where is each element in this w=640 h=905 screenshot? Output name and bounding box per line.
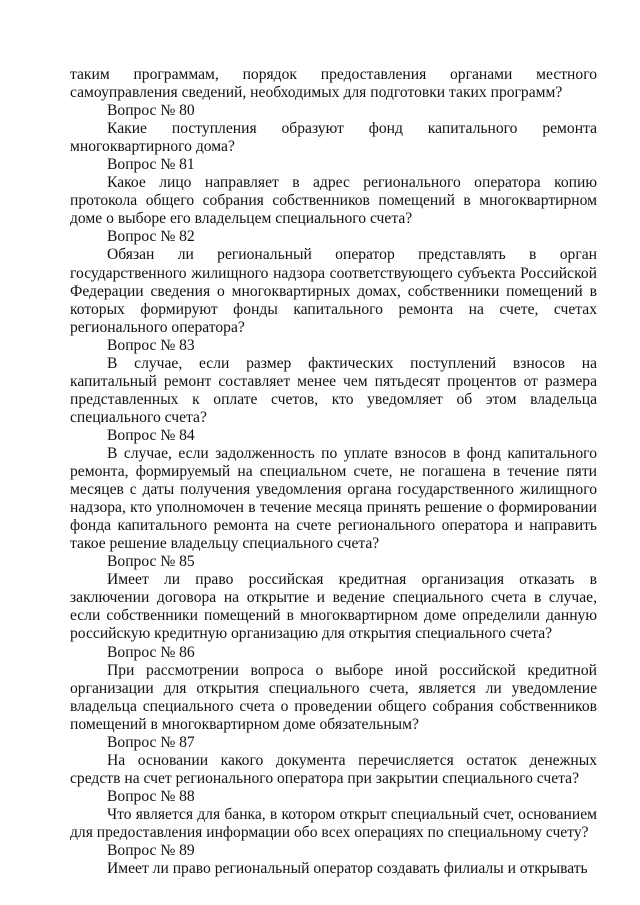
question-text-82: Обязан ли региональный оператор представлять в орган государственного жилищного надзора соответствующего субъекта Российской Федерации сведения о многоквартирных домах, собственники помещений в которых формируют фонды капитального ремонта на счете, счетах регионального оператора? <box>70 246 597 336</box>
question-number-84: Вопрос № 84 <box>107 426 195 444</box>
question-number-88: Вопрос № 88 <box>107 787 195 805</box>
question-text-81: Какое лицо направляет в адрес регионального оператора копию протокола общего собрания собственников помещений в многоквартирном доме о выборе его владельцем специального счета? <box>70 174 597 228</box>
question-text-89: Имеет ли право региональный оператор создавать филиалы и открывать <box>107 860 588 878</box>
question-number-85: Вопрос № 85 <box>107 553 195 571</box>
question-number-82: Вопрос № 82 <box>107 228 195 246</box>
question-text-83: В случае, если размер фактических поступлений взносов на капитальный ремонт составляет менее чем пятьдесят процентов от размера представленных к оплате счетов, кто уведомляет об этом владельца специального счета? <box>70 354 597 426</box>
question-number-87: Вопрос № 87 <box>107 733 195 751</box>
question-text-88: Что является для банка, в котором открыт специальный счет, основанием для предоставления информации обо всех операциях по специальному счету? <box>70 805 597 841</box>
question-number-81: Вопрос № 81 <box>107 156 195 174</box>
question-text-84: В случае, если задолженность по уплате взносов в фонд капитального ремонта, формируемый на специальном счете, не погашена в течение пяти месяцев с даты получения уведомления органа государственного жилищного надзора, кто уполномочен в течение месяца принять решение о формировании фонда капитального ремонта на счете регионального оператора и направить такое решение владельцу специального счета? <box>70 444 597 553</box>
question-number-89: Вопрос № 89 <box>107 842 195 860</box>
question-text-87: На основании какого документа перечисляется остаток денежных средств на счет регионального оператора при закрытии специального счета? <box>70 751 597 787</box>
question-number-83: Вопрос № 83 <box>107 336 195 354</box>
question-number-80: Вопрос № 80 <box>107 102 195 120</box>
question-text-80: Какие поступления образуют фонд капитального ремонта многоквартирного дома? <box>70 120 597 156</box>
question-text-86: При рассмотрении вопроса о выборе иной российской кредитной организации для открытия специального счета, является ли уведомление владельца специального счета о проведении общего собрания собственников помещений в многоквартирном доме обязательным? <box>70 661 597 733</box>
question-number-86: Вопрос № 86 <box>107 643 195 661</box>
question-text-85: Имеет ли право российская кредитная организация отказать в заключении договора на открытие и ведение специального счета в случае, если собственники помещений в многоквартирном доме определили данную российскую кредитную организацию для открытия специального счета? <box>70 571 597 643</box>
paragraph-continuation: таким программам, порядок предоставления органами местного самоуправления сведений, необходимых для подготовки таких программ? <box>70 66 597 102</box>
document-page <box>70 66 597 878</box>
